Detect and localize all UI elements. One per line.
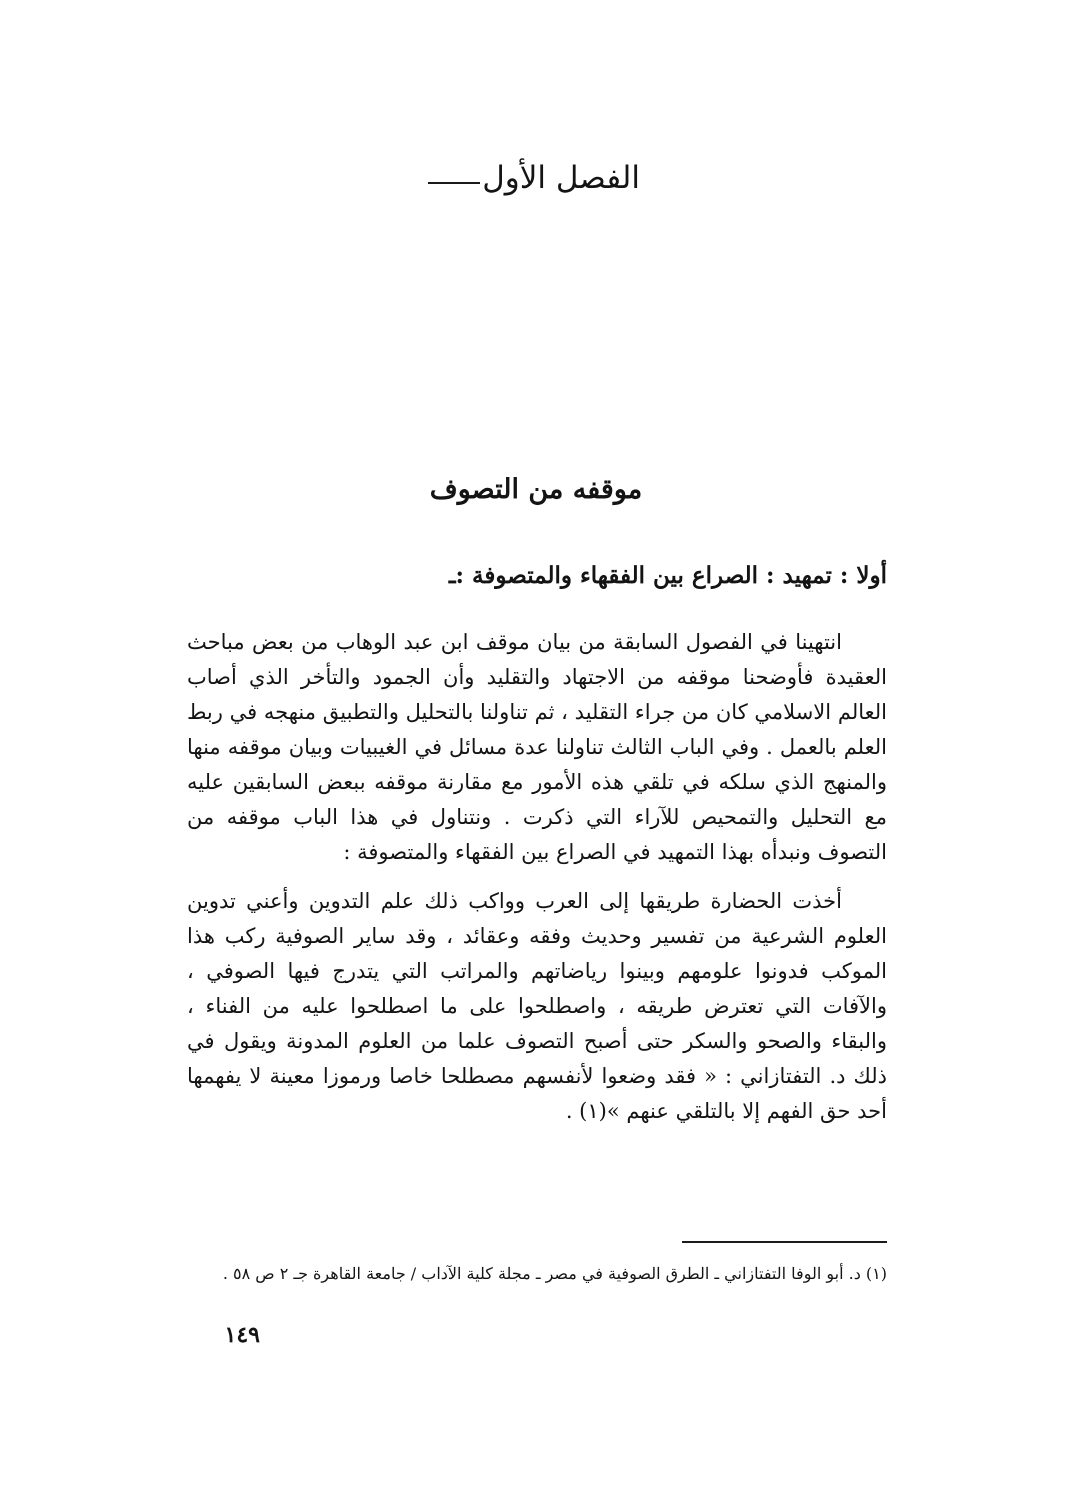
section-title: موقفه من التصوف — [429, 474, 643, 505]
page-number: ١٤٩ — [224, 1322, 260, 1348]
paragraph: انتهينا في الفصول السابقة من بيان موقف ابن عبد الوهاب من بعض مباحث العقيدة فأوضحنا موقفه من الاجتهاد والتقليد وأن الجمود والتأخر الذي أصاب العالم الاسلامي كان من جراء التقليد ، ثم تناولنا بالتحليل والتطبيق منهجه في ربط العلم بالعمل . وفي الباب الثالث تناولنا عدة مسائل في الغيبيات وبيان موقفه منها والمنهج الذي سلكه في تلقي هذه الأمور مع مقارنة موقفه ببعض السابقين عليه مع التحليل والتمحيص للآراء التي ذكرت . ونتناول في هذا الباب موقفه من التصوف ونبدأه بهذا التمهيد في الصراع بين الفقهاء والمتصوفة : — [187, 630, 887, 864]
chapter-title-flourish — [428, 182, 480, 184]
paragraph: أخذت الحضارة طريقها إلى العرب وواكب ذلك علم التدوين وأعني تدوين العلوم الشرعية من تفسير وحديث وفقه وعقائد ، وقد ساير الصوفية ركب هذا الموكب فدونوا علومهم وبينوا رياضاتهم والمراتب التي يتدرج فيها الصوفي ، والآفات التي تعترض طريقه ، واصطلحوا على ما اصطلحوا عليه من الفناء ، والبقاء والصحو والسكر حتى أصبح التصوف علما من العلوم المدونة ويقول في ذلك د. التفتازاني : « فقد وضعوا لأنفسهم مصطلحا خاصا ورموزا معينة لا يفهمها أحد حق الفهم إلا بالتلقي عنهم »(١) . — [187, 889, 887, 1123]
footnote: (١) د. أبو الوفا التفتازاني ـ الطرق الصوفية في مصر ـ مجلة كلية الآداب / جامعة القاهرة جـ ٢ ص ٥٨ . — [222, 1264, 887, 1283]
footnote-divider — [682, 1241, 887, 1243]
subsection-title: أولا : تمهيد : الصراع بين الفقهاء والمتصوفة :ـ — [448, 562, 887, 589]
chapter-title — [400, 160, 640, 196]
chapter-title-text: الفصل الأول — [482, 160, 640, 196]
body-text — [187, 625, 887, 1129]
